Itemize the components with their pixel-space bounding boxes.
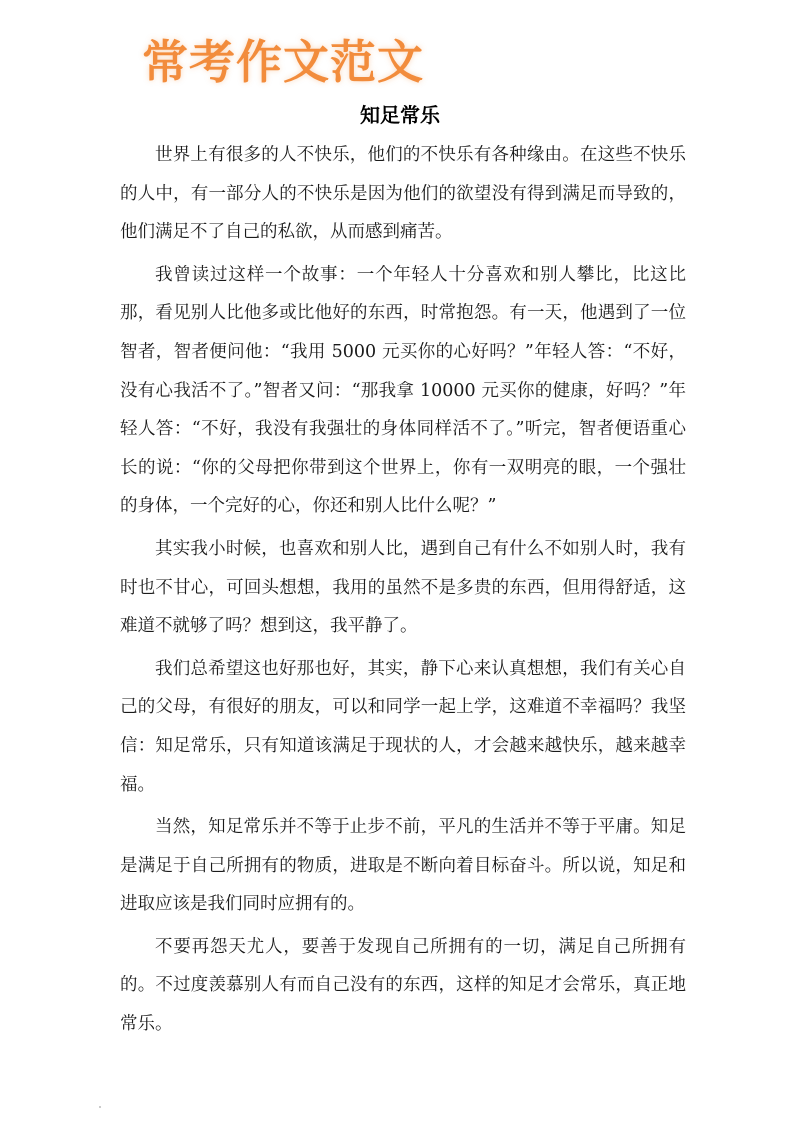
paragraph: 世界上有很多的人不快乐，他们的不快乐有各种缘由。在这些不快乐的人中，有一部分人的不快乐是因为他们的欲望没有得到满足而导致的，他们满足不了自己的私欲，从而感到痛苦。 bbox=[120, 145, 686, 243]
paragraph: 我曾读过这样一个故事：一个年轻人十分喜欢和别人攀比，比这比那，看见别人比他多或比他好的东西，时常抱怨。有一天，他遇到了一位智者，智者便问他：“我用 5000 元买你的心好吗？”年轻人答：“不好，没有心我活不了。”智者又问：“那我拿 10000 元买你的健康，好吗？”年轻人答：“不好，我没有我强壮的身体同样活不了。”听完，智者便语重心长的说：“你的父母把你带到这个世界上，你有一双明亮的眼，一个强壮的身体，一个完好的心，你还和别人比什么呢？” bbox=[120, 264, 686, 517]
paragraph: 不要再怨天尤人，要善于发现自己所拥有的一切，满足自己所拥有的。不过度羡慕别人有而自己没有的东西，这样的知足才会常乐，真正地常乐。 bbox=[120, 936, 686, 1035]
essay-body bbox=[120, 136, 686, 1048]
paragraph: 当然，知足常乐并不等于止步不前，平凡的生活并不等于平庸。知足是满足于自己所拥有的物质，进取是不断向着目标奋斗。所以说，知足和进取应该是我们同时应拥有的。 bbox=[120, 817, 686, 915]
banner-heading: 常考作文范文 bbox=[142, 35, 424, 89]
paragraph: 其实我小时候，也喜欢和别人比，遇到自己有什么不如别人时，我有时也不甘心，可回头想想，我用的虽然不是多贵的东西，但用得舒适，这难道不就够了吗？想到这，我平静了。 bbox=[120, 538, 686, 637]
page-mark bbox=[99, 1106, 101, 1108]
paragraph: 我们总希望这也好那也好，其实，静下心来认真想想，我们有关心自己的父母，有很好的朋友，可以和同学一起上学，这难道不幸福吗？我坚信：知足常乐，只有知道该满足于现状的人，才会越来越快乐，越来越幸福。 bbox=[120, 658, 686, 795]
essay-title: 知足常乐 bbox=[360, 103, 440, 127]
